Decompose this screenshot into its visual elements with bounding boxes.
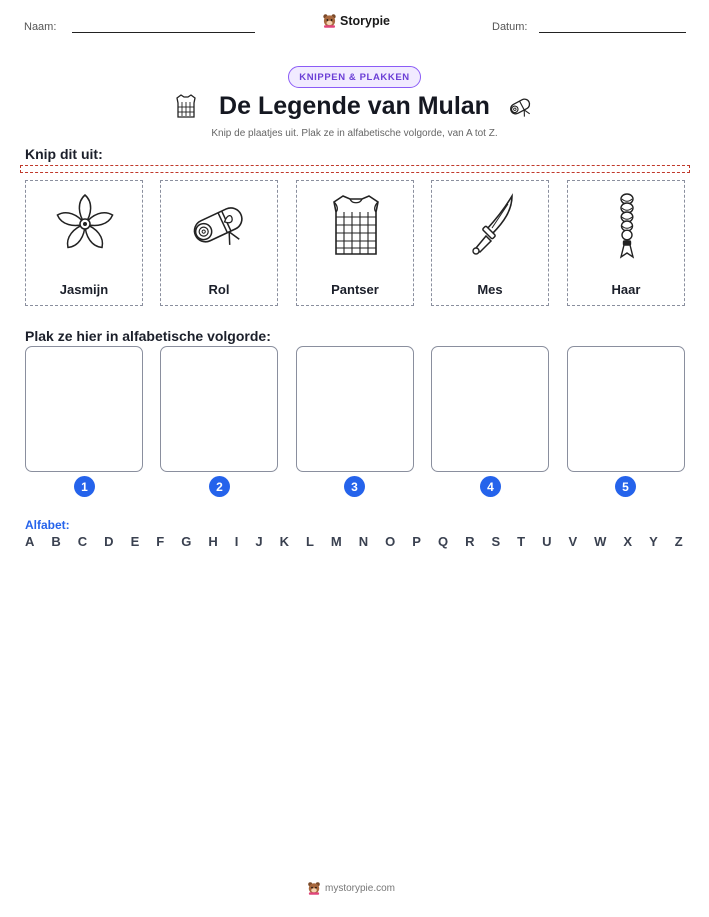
- scroll-icon: [185, 190, 255, 260]
- slot-number-badge: 2: [209, 476, 230, 497]
- name-label: Naam:: [24, 21, 57, 33]
- slot-number-badge: 4: [480, 476, 501, 497]
- footer-url[interactable]: mystorypie.com: [325, 882, 396, 894]
- slot-number-badge: 3: [344, 476, 365, 497]
- cut-line: [20, 165, 690, 173]
- scroll-icon: [506, 93, 536, 119]
- date-field[interactable]: [539, 32, 686, 33]
- cut-card-label: Rol: [208, 282, 230, 297]
- alphabet-letter: L: [305, 534, 314, 549]
- brand-name: Storypie: [340, 13, 391, 28]
- alphabet-letter: Y: [649, 534, 658, 549]
- alphabet-letter: O: [385, 534, 396, 549]
- alphabet-letter: A: [25, 534, 35, 549]
- paste-slot-5[interactable]: [567, 346, 685, 472]
- page-title: De Legende van Mulan: [219, 92, 490, 120]
- alphabet-title: Alfabet:: [25, 518, 70, 532]
- cut-card-label: Mes: [477, 282, 503, 297]
- brand-logo: [322, 13, 390, 28]
- date-label: Datum:: [492, 21, 528, 33]
- alphabet-letter: J: [255, 534, 263, 549]
- activity-tag: KNIPPEN & PLAKKEN: [288, 66, 421, 88]
- alphabet-letter: Z: [674, 534, 683, 549]
- cut-card-armor[interactable]: [296, 180, 414, 306]
- cut-card-scroll[interactable]: [160, 180, 278, 306]
- cut-card-knife[interactable]: [431, 180, 549, 306]
- alphabet-letter: E: [130, 534, 140, 549]
- alphabet-letter: B: [51, 534, 61, 549]
- cut-heading: Knip dit uit:: [25, 146, 103, 162]
- armor-icon: [321, 190, 391, 260]
- alphabet-letter: P: [412, 534, 421, 549]
- alphabet-letter: G: [181, 534, 192, 549]
- alphabet-letter: C: [77, 534, 88, 549]
- cut-card-label: Jasmijn: [59, 282, 109, 297]
- alphabet-letter: U: [542, 534, 552, 549]
- alphabet-letter: V: [568, 534, 578, 549]
- slot-number-badge: 5: [615, 476, 636, 497]
- footer: [307, 881, 395, 895]
- cut-card-label: Haar: [611, 282, 641, 297]
- alphabet-letter: X: [623, 534, 633, 549]
- paste-slot-2[interactable]: [160, 346, 278, 472]
- cut-card-hair[interactable]: [567, 180, 685, 306]
- instructions: Knip de plaatjes uit. Plak ze in alfabetische volgorde, van A tot Z.: [211, 128, 498, 139]
- alphabet-letter: N: [358, 534, 369, 549]
- storypie-bear-icon: [307, 881, 321, 895]
- alphabet-letter: T: [517, 534, 526, 549]
- cut-card-jasmine[interactable]: [25, 180, 143, 306]
- braid-icon: [592, 190, 662, 260]
- paste-slot-4[interactable]: [431, 346, 549, 472]
- alphabet-letter: K: [279, 534, 289, 549]
- alphabet-letter: R: [465, 534, 475, 549]
- alphabet-letter: D: [104, 534, 114, 549]
- jasmine-flower-icon: [50, 190, 120, 260]
- paste-slot-3[interactable]: [296, 346, 414, 472]
- alphabet-letter: Q: [437, 534, 449, 549]
- slot-number-badge: 1: [74, 476, 95, 497]
- alphabet-letter: I: [234, 534, 239, 549]
- alphabet-letter: H: [208, 534, 218, 549]
- alphabet-letter: S: [491, 534, 501, 549]
- alphabet-letter: F: [156, 534, 165, 549]
- paste-heading: Plak ze hier in alfabetische volgorde:: [25, 328, 271, 344]
- storypie-bear-icon: [322, 13, 337, 28]
- alphabet-row: [25, 534, 683, 549]
- name-field[interactable]: [72, 32, 255, 33]
- paste-slot-1[interactable]: [25, 346, 143, 472]
- alphabet-letter: W: [594, 534, 607, 549]
- knife-icon: [456, 190, 526, 260]
- alphabet-letter: M: [330, 534, 342, 549]
- cut-card-label: Pantser: [331, 282, 379, 297]
